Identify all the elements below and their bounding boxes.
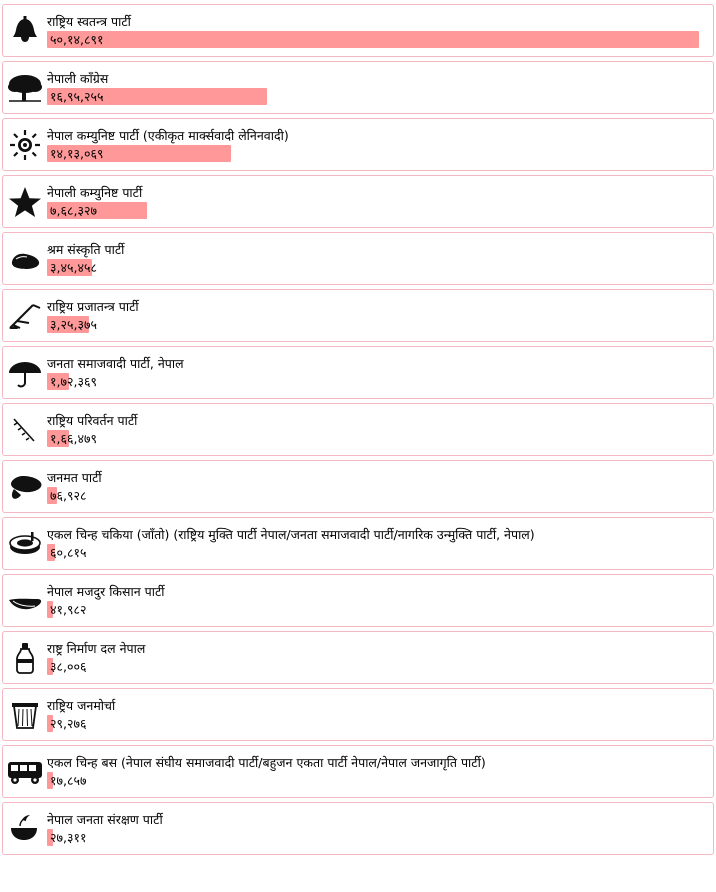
plough-icon <box>3 290 47 341</box>
vote-bar-track <box>47 202 711 219</box>
oil-lamp-icon <box>3 803 47 854</box>
vote-bar-track <box>47 31 711 48</box>
vote-count-label: ५०,१४,८९१ <box>50 31 104 47</box>
party-row <box>2 688 714 741</box>
party-info <box>47 575 713 626</box>
party-info <box>47 176 713 227</box>
party-row <box>2 232 714 285</box>
vote-count-label: १६,९५,२५५ <box>50 88 104 104</box>
vote-count-label: ३,४५,४५८ <box>50 259 97 275</box>
vote-bar-track <box>47 88 711 105</box>
vote-bar-track <box>47 544 711 561</box>
party-info <box>47 689 713 740</box>
vote-bar-track <box>47 601 711 618</box>
vote-bar-track <box>47 829 711 846</box>
megaphone-icon <box>3 461 47 512</box>
party-name: नेपाल कम्युनिष्ट पार्टी (एकीकृत मार्क्सवादी लेनिनवादी) <box>47 127 289 143</box>
party-info <box>47 746 713 797</box>
star-icon <box>3 176 47 227</box>
party-row <box>2 118 714 171</box>
vote-count-label: १७,८५७ <box>50 772 87 788</box>
party-row <box>2 802 714 855</box>
umbrella-icon <box>3 347 47 398</box>
canoe-icon <box>3 575 47 626</box>
party-name: राष्ट्रिय स्वतन्त्र पार्टी <box>47 13 131 29</box>
party-name: राष्ट्र निर्माण दल नेपाल <box>47 640 146 656</box>
vote-bar <box>47 31 699 48</box>
vote-count-label: २७,३११ <box>50 829 87 845</box>
party-name: राष्ट्रिय जनमोर्चा <box>47 697 116 713</box>
party-name: जनमत पार्टी <box>47 469 102 485</box>
party-name: नेपाल जनता संरक्षण पार्टी <box>47 811 163 827</box>
vote-bar-track <box>47 772 711 789</box>
vote-count-label: ७,६८,३२७ <box>50 202 97 218</box>
party-info <box>47 233 713 284</box>
vote-bar-track <box>47 715 711 732</box>
vote-count-label: ६०,८१५ <box>50 544 87 560</box>
vote-count-label: १४,१३,०६९ <box>50 145 104 161</box>
vote-bar-track <box>47 658 711 675</box>
sickle-icon <box>3 404 47 455</box>
vote-count-label: २९,२७६ <box>50 715 87 731</box>
party-info <box>47 803 713 854</box>
bottle-icon <box>3 632 47 683</box>
party-name: नेपाल मजदुर किसान पार्टी <box>47 583 165 599</box>
vote-count-label: १,६६,४७९ <box>50 430 97 446</box>
bell-icon <box>3 5 47 56</box>
party-name: नेपाली कम्युनिष्ट पार्टी <box>47 184 143 200</box>
party-info <box>47 119 713 170</box>
party-row <box>2 403 714 456</box>
vote-count-label: ३८,००६ <box>50 658 87 674</box>
party-info <box>47 290 713 341</box>
vote-bar-track <box>47 145 711 162</box>
party-info <box>47 62 713 113</box>
party-info <box>47 632 713 683</box>
party-info <box>47 404 713 455</box>
vote-count-label: ७६,९२८ <box>50 487 87 503</box>
vote-count-label: १,७२,३६९ <box>50 373 97 389</box>
party-name: जनता समाजवादी पार्टी, नेपाल <box>47 355 184 371</box>
party-row <box>2 574 714 627</box>
party-row <box>2 346 714 399</box>
grinding-stone-icon <box>3 518 47 569</box>
sun-icon <box>3 119 47 170</box>
party-info <box>47 5 713 56</box>
party-name: राष्ट्रिय परिवर्तन पार्टी <box>47 412 138 428</box>
party-row <box>2 745 714 798</box>
bucket-icon <box>3 689 47 740</box>
vote-bar-track <box>47 316 711 333</box>
party-row <box>2 631 714 684</box>
vote-count-label: ३,२५,३७५ <box>50 316 97 332</box>
vote-bar-track <box>47 373 711 390</box>
vote-bar-track <box>47 487 711 504</box>
party-info <box>47 518 713 569</box>
party-name: एकल चिन्ह बस (नेपाल संघीय समाजवादी पार्टी/बहुजन एकता पार्टी नेपाल/नेपाल जनजागृति पार्टी) <box>47 754 486 770</box>
party-row <box>2 175 714 228</box>
party-info <box>47 347 713 398</box>
party-name: एकल चिन्ह चकिया (जाँतो) (राष्ट्रिय मुक्ति पार्टी नेपाल/जनता समाजवादी पार्टी/नागरिक उन्मुक्ति पार्टी, नेपाल) <box>47 526 535 542</box>
party-info <box>47 461 713 512</box>
party-row <box>2 460 714 513</box>
party-row <box>2 61 714 114</box>
stone-icon <box>3 233 47 284</box>
party-name: नेपाली काँग्रेस <box>47 70 109 86</box>
vote-bar-track <box>47 430 711 447</box>
vote-bar-track <box>47 259 711 276</box>
tree-icon <box>3 62 47 113</box>
party-name: राष्ट्रिय प्रजातन्त्र पार्टी <box>47 298 139 314</box>
bus-icon <box>3 746 47 797</box>
party-row <box>2 517 714 570</box>
vote-count-label: ४१,९८२ <box>50 601 87 617</box>
party-name: श्रम संस्कृति पार्टी <box>47 241 125 257</box>
party-row <box>2 289 714 342</box>
party-row <box>2 4 714 57</box>
